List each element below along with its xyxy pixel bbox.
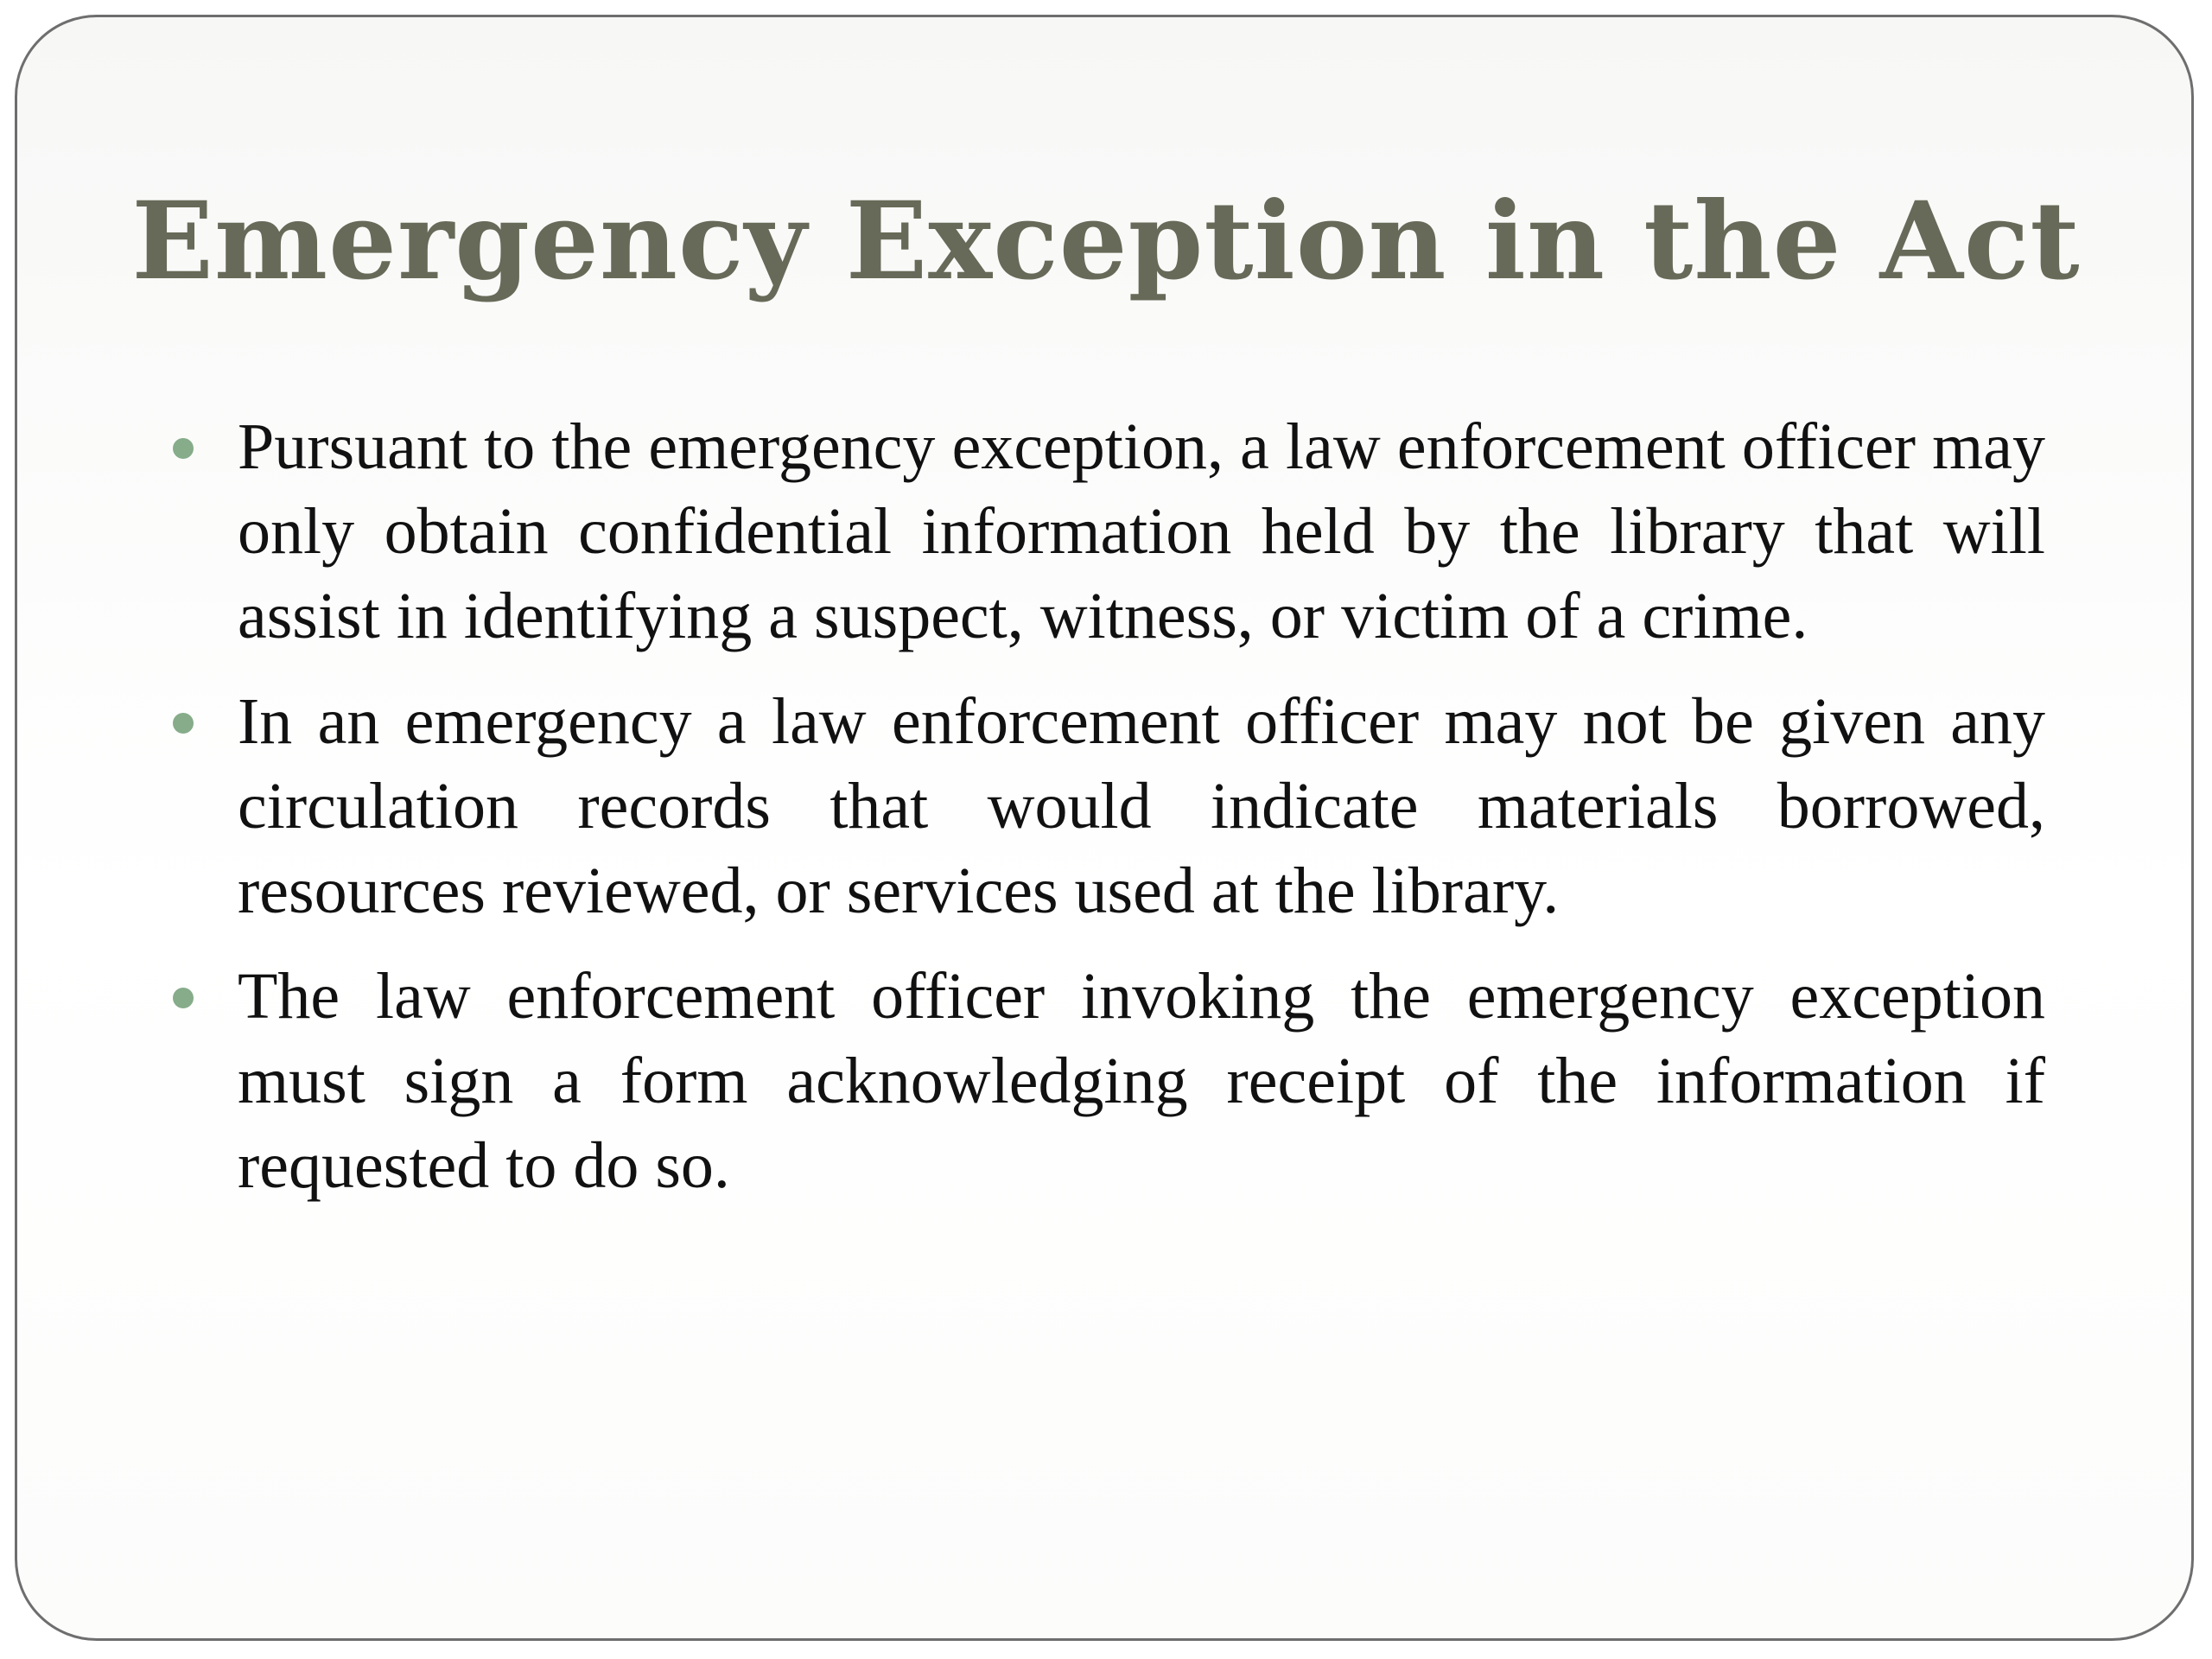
- bullet-list: [238, 404, 2045, 1229]
- bullet-text: Pursuant to the emergency exception, a law enforcement officer may only obtain confidential information held by the library that will assist in identifying a suspect, witness, or victim of a crime.: [238, 410, 2045, 652]
- bullet-dot-icon: [173, 713, 194, 734]
- bullet-text: The law enforcement officer invoking the emergency exception must sign a form acknowledging receipt of the information if requested to do so.: [238, 960, 2045, 1202]
- bullet-dot-icon: [173, 988, 194, 1008]
- bullet-item: [238, 954, 2045, 1208]
- bullet-item: [238, 679, 2045, 933]
- bullet-dot-icon: [173, 438, 194, 459]
- bullet-text: In an emergency a law enforcement officer may not be given any circulation records that would indicate materials borrowed, resources reviewed, or services used at the library.: [238, 685, 2045, 927]
- bullet-item: [238, 404, 2045, 658]
- slide-title: Emergency Exception in the Act: [131, 179, 2081, 304]
